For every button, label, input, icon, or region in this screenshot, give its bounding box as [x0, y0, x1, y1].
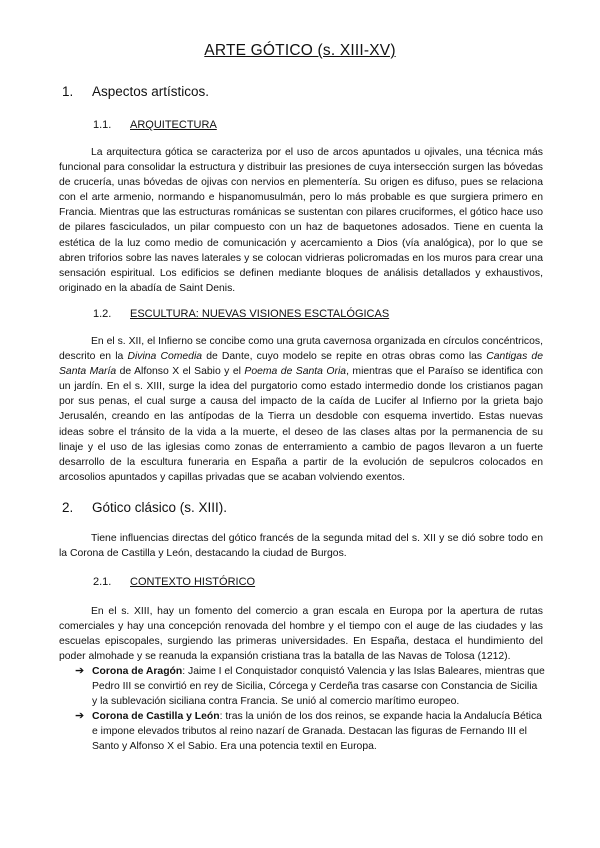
text-span: En el s. XII, el Infierno se concibe como una gruta cavernosa organizada en círculos concéntricos, descrito en la — [59, 336, 543, 363]
document-title: ARTE GÓTICO (s. XIII-XV) — [204, 42, 396, 59]
bullet-text: : tras la unión de los dos reinos, se expande hacia la Andalucía Bética e impone elevados tributos al reino nazarí de Granada. Destacan las figuras de Fernando III el Santo y Alfonso X el Sabio. Era una potencia textil en Europa. — [92, 711, 542, 753]
subsection-heading-2-1 — [93, 576, 255, 588]
subsection-heading-1-2 — [93, 308, 389, 320]
text-span: de Dante, cuyo modelo se repite en otras obras como las — [202, 351, 487, 363]
subsection-number: 1.2. — [93, 308, 112, 320]
paragraph-gotico-clasico-intro: Tiene influencias directas del gótico francés de la segunda mitad del s. XII y se dió sobre todo en la Corona de Castilla y León, destacando la ciudad de Burgos. — [59, 533, 543, 560]
text-span: de Alfonso X el Sabio y el — [116, 366, 245, 378]
arrow-bullet-icon: ➔ — [75, 710, 85, 723]
paragraph-contexto-historico: En el s. XIII, hay un fomento del comercio a gran escala en Europa por la apertura de rutas comerciales y hay una concepción renovada del hombre y el tiempo con el auge de las ciudades y las escuelas episcopales, surgiendo las primeras universidades. En España, destaca el hundimiento del poder almohade y se reanuda la expansión cristiana tras la batalla de las Navas de Tolosa (1212). — [59, 606, 543, 663]
section-title: Aspectos artísticos. — [92, 84, 210, 99]
section-heading-1 — [62, 84, 209, 99]
italic-title: Cantigas de Santa María — [59, 351, 543, 378]
subsection-heading-1-1 — [93, 119, 217, 131]
paragraph-escultura — [59, 334, 543, 485]
bullet-text: : Jaime I el Conquistador conquistó Valencia y las Islas Baleares, mientras que Pedro III se convirtió en rey de Sicilia, Córcega y Cerdeña tras casarse con Constancia de Sicilia y la sublevación siciliana contra Francia. Se unió al comercio marítimo europeo. — [92, 666, 545, 708]
section-heading-2 — [62, 500, 227, 515]
text-span: , mientras que el Paraíso se identifica con un jardín. En el s. XIII, surge la idea del purgatorio como estado intermedio donde los cristianos pagan por sus penas, el cual surge a causa del impacto de la caída de Lucifer al Infierno por la grieta bajo Jerusalén, creando en las antípodas de la Tierra un desdoble con esquema invertido. Estas nuevas ideas sobre el tránsito de la vida a la muerte, el deseo de las clases altas por la permanencia de su linaje y el uso de las iglesias como zonas de enterramiento a cambio de pagos llevaron a un fuerte desarrollo de la escultura funeraria en España a partir de la evolución de sepulcros colocados en arcosolios apuntados y capillas privadas que se acaban volviendo exentos. — [59, 366, 543, 483]
section-number: 2. — [62, 500, 74, 515]
subsection-title: ARQUITECTURA — [130, 119, 217, 131]
section-title: Gótico clásico (s. XIII). — [92, 500, 228, 515]
arrow-bullet-icon: ➔ — [75, 665, 85, 677]
subsection-number: 1.1. — [93, 119, 112, 131]
italic-title: Poema de Santa Oria — [244, 366, 347, 378]
subsection-title: ESCULTURA: NUEVAS VISIONES ESCTALÓGICAS — [130, 308, 390, 320]
paragraph-arquitectura: La arquitectura gótica se caracteriza por el uso de arcos apuntados u ojivales, una técnica más funcional para consolidar la estructura y distribuir las presiones de cuya intersección surgen las bóvedas de crucería, unas bóvedas de ojivas con nervios en plementería. Su origen es difuso, pues se relaciona con el arte armenio, normando e hispanomusulmán, pero lo más probable es que surgiera primero en Francia. Mientras que las estructuras románicas se sustentan con pilares cruciformes, el gótico hace uso de pilares fasciculados, un pilar compuesto con un haz de baquetones adosados. Tiene en cuenta la estética de la luz como medio de comunicación y acercamiento a Dios (vía analógica), por lo que se abren triforios sobre las naves laterales y se colocan vidrieras policromadas en los muros para crear una sensación espiritual. Los edificios se definen mediante bloques de análisis detallados y exhaustivos, originado en la abadía de Saint Denis. — [59, 147, 543, 294]
section-number: 1. — [62, 84, 74, 99]
list-item — [75, 709, 545, 754]
subsection-title: CONTEXTO HISTÓRICO — [130, 576, 256, 588]
subsection-number: 2.1. — [93, 576, 112, 588]
italic-title: Divina Comedia — [127, 351, 203, 363]
bullet-term: Corona de Castilla y León — [92, 711, 220, 723]
bullet-term: Corona de Aragón — [92, 666, 183, 677]
list-item — [75, 664, 545, 709]
bullet-list — [75, 664, 545, 755]
